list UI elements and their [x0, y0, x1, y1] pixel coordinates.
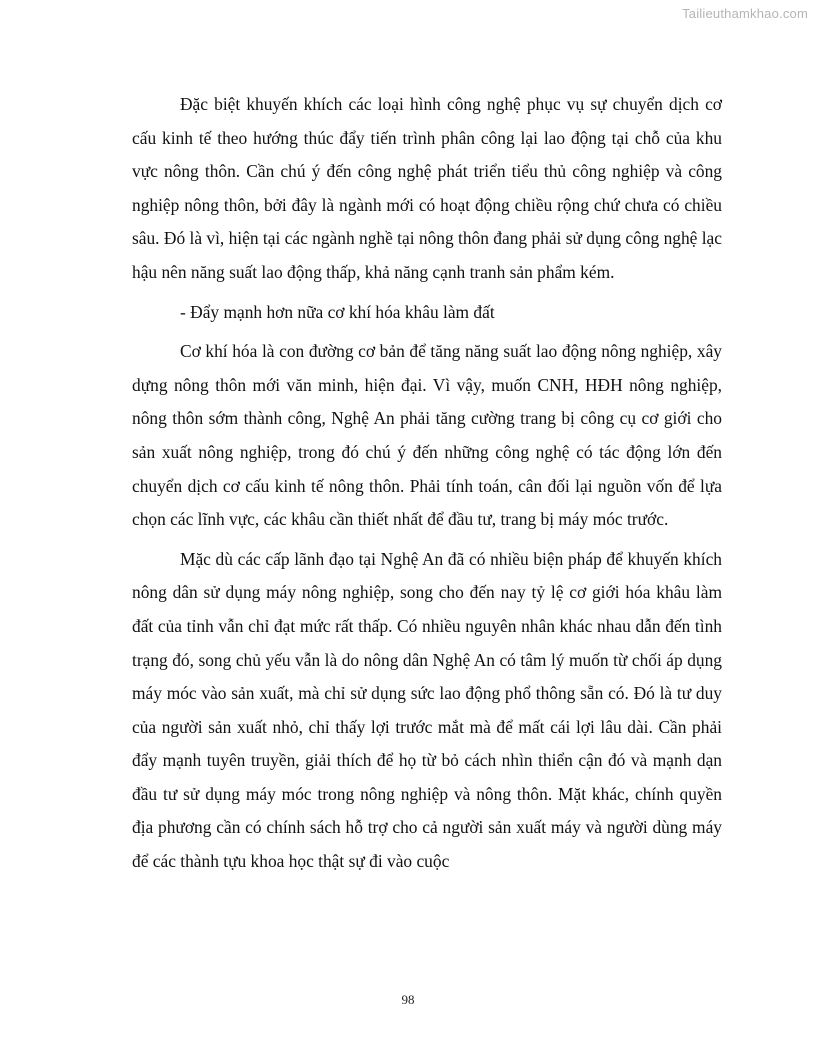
paragraph-technology-priority: Đặc biệt khuyến khích các loại hình công nghệ phục vụ sự chuyển dịch cơ cấu kinh tế theo hướng thúc đẩy tiến trình phân công lại lao động tại chỗ của khu vực nông thôn. Cần chú ý đến công nghệ phát triển tiểu thủ công nghiệp và công nghiệp nông thôn, bởi đây là ngành mới có hoạt động chiều rộng chứ chưa có chiều sâu. Đó là vì, hiện tại các ngành nghề tại nông thôn đang phải sử dụng công nghệ lạc hậu nên năng suất lao động thấp, khả năng cạnh tranh sản phẩm kém.: [132, 94, 722, 282]
page-number: 98: [401, 992, 415, 1007]
paragraph-mechanization-challenges: Mặc dù các cấp lãnh đạo tại Nghệ An đã có nhiều biện pháp để khuyến khích nông dân sử dụng máy nông nghiệp, song cho đến nay tỷ lệ cơ giới hóa khâu làm đất của tỉnh vẫn chỉ đạt mức rất thấp. Có nhiều nguyên nhân khác nhau dẫn đến tình trạng đó, song chủ yếu vẫn là do nông dân Nghệ An có tâm lý muốn từ chối áp dụng máy móc vào sản xuất, mà chỉ sử dụng sức lao động phổ thông sẵn có. Đó là tư duy của người sản xuất nhỏ, chỉ thấy lợi trước mắt mà để mất cái lợi lâu dài. Cần phải đẩy mạnh tuyên truyền, giải thích để họ từ bỏ cách nhìn thiển cận đó và mạnh dạn đầu tư sử dụng máy móc trong nông nghiệp và nông thôn. Mặt khác, chính quyền địa phương cần có chính sách hỗ trợ cho cả người sản xuất máy và người dùng máy để các thành tựu khoa học thật sự đi vào cuộc: [132, 548, 722, 872]
section-heading-mechanization: - Đẩy mạnh hơn nữa cơ khí hóa khâu làm đất: [180, 301, 495, 322]
document-body: [132, 88, 722, 879]
watermark: Tailieuthamkhao.com: [682, 6, 808, 21]
paragraph-mechanization-path: Cơ khí hóa là con đường cơ bản để tăng năng suất lao động nông nghiệp, xây dựng nông thôn mới văn minh, hiện đại. Vì vậy, muốn CNH, HĐH nông nghiệp, nông thôn sớm thành công, Nghệ An phải tăng cường trang bị công cụ cơ giới cho sản xuất nông nghiệp, trong đó chú ý đến những công nghệ có tác động lớn đến chuyển dịch cơ cấu kinh tế nông thôn. Phải tính toán, cân đối lại nguồn vốn để lựa chọn các lĩnh vực, các khâu cần thiết nhất để đầu tư, trang bị máy móc trước.: [132, 341, 722, 530]
